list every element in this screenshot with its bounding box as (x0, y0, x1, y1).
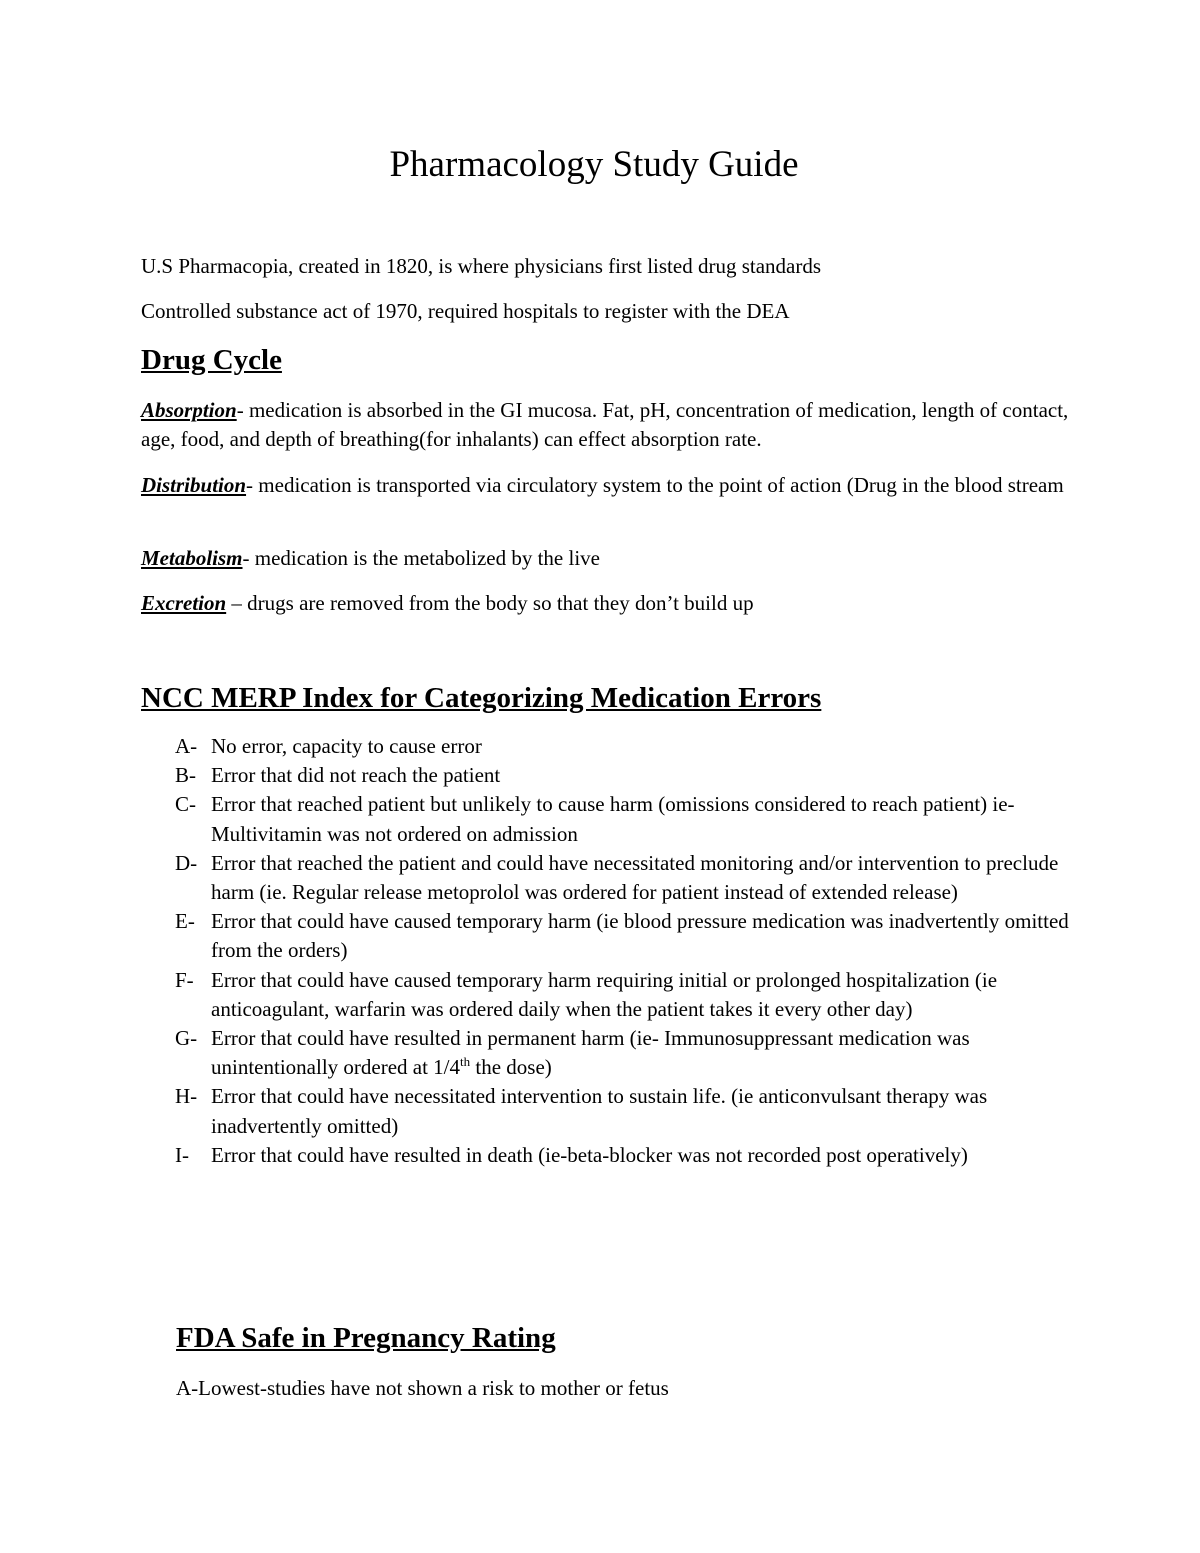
ncc-merp-list (175, 732, 1075, 1170)
item-letter: H- (175, 1084, 198, 1109)
item-text: Error that reached patient but unlikely to cause harm (omissions considered to reach patient) ie- Multivitamin was not ordered on admission (211, 792, 1015, 846)
item-text: Error that did not reach the patient (211, 763, 501, 788)
item-letter: G- (175, 1026, 198, 1051)
item-letter: B- (175, 763, 196, 788)
drug-cycle-excretion (141, 589, 1081, 618)
item-text: Error that could have caused temporary harm (ie blood pressure medication was inadvertently omitted from the orders) (211, 909, 1069, 963)
list-item (175, 907, 1075, 965)
drug-cycle-heading: Drug Cycle (141, 344, 282, 376)
term-excretion: Excretion (141, 591, 227, 615)
item-text-before: Error that could have resulted in permanent harm (ie- Immunosuppressant medication was unintentionally ordered at 1/4 (211, 1026, 970, 1080)
drug-cycle-distribution (141, 471, 1081, 500)
list-item (175, 1024, 1075, 1082)
list-item (175, 732, 1075, 761)
item-letter: I- (175, 1142, 189, 1167)
distribution-text: - medication is transported via circulatory system to the point of action (Drug in the blood stream (246, 473, 1064, 497)
item-letter: E- (175, 909, 195, 934)
item-text: Error that could have caused temporary harm requiring initial or prolonged hospitalization (ie anticoagulant, warfarin was ordered daily when the patient takes it every other day) (211, 967, 998, 1021)
absorption-text: - medication is absorbed in the GI mucosa. Fat, pH, concentration of medication, length of contact, age, food, and depth of breathing(for inhalants) can effect absorption rate. (141, 398, 1069, 451)
intro-pharmacopia: U.S Pharmacopia, created in 1820, is where physicians first listed drug standards (141, 254, 822, 278)
item-letter: F- (175, 967, 194, 992)
list-item (175, 1082, 1075, 1140)
item-text: No error, capacity to cause error (211, 734, 482, 758)
ncc-merp-heading: NCC MERP Index for Categorizing Medication Errors (141, 682, 822, 714)
list-item (175, 966, 1075, 1024)
fda-rating-a: A-Lowest-studies have not shown a risk to mother or fetus (176, 1376, 669, 1400)
list-item (175, 790, 1075, 848)
drug-cycle-metabolism (141, 544, 1081, 573)
term-metabolism: Metabolism (141, 546, 243, 570)
item-superscript: th (460, 1054, 471, 1070)
page-title: Pharmacology Study Guide (389, 144, 799, 185)
term-absorption: Absorption (141, 398, 237, 422)
item-text: Error that could have necessitated intervention to sustain life. (ie anticonvulsant therapy was inadvertently omitted) (211, 1084, 988, 1138)
item-text: Error that could have resulted in death (ie-beta-blocker was not recorded post operatively) (211, 1142, 968, 1167)
list-item (175, 849, 1075, 907)
item-letter: D- (175, 850, 198, 875)
excretion-text: – drugs are removed from the body so that they don’t build up (226, 591, 754, 615)
item-text: Error that reached the patient and could have necessitated monitoring and/or intervention to preclude harm (ie. Regular release metoprolol was ordered for patient instead of extended release) (211, 850, 1059, 905)
fda-heading: FDA Safe in Pregnancy Rating (176, 1322, 556, 1354)
item-letter: A- (175, 734, 198, 758)
metabolism-text: - medication is the metabolized by the live (242, 546, 600, 570)
term-distribution: Distribution (141, 473, 247, 497)
item-letter: C- (175, 792, 196, 817)
item-text-after: the dose) (470, 1055, 552, 1080)
list-item (175, 1141, 1075, 1170)
drug-cycle-absorption (141, 396, 1081, 454)
list-item (175, 761, 1075, 790)
intro-controlled-substance: Controlled substance act of 1970, required hospitals to register with the DEA (141, 299, 790, 323)
